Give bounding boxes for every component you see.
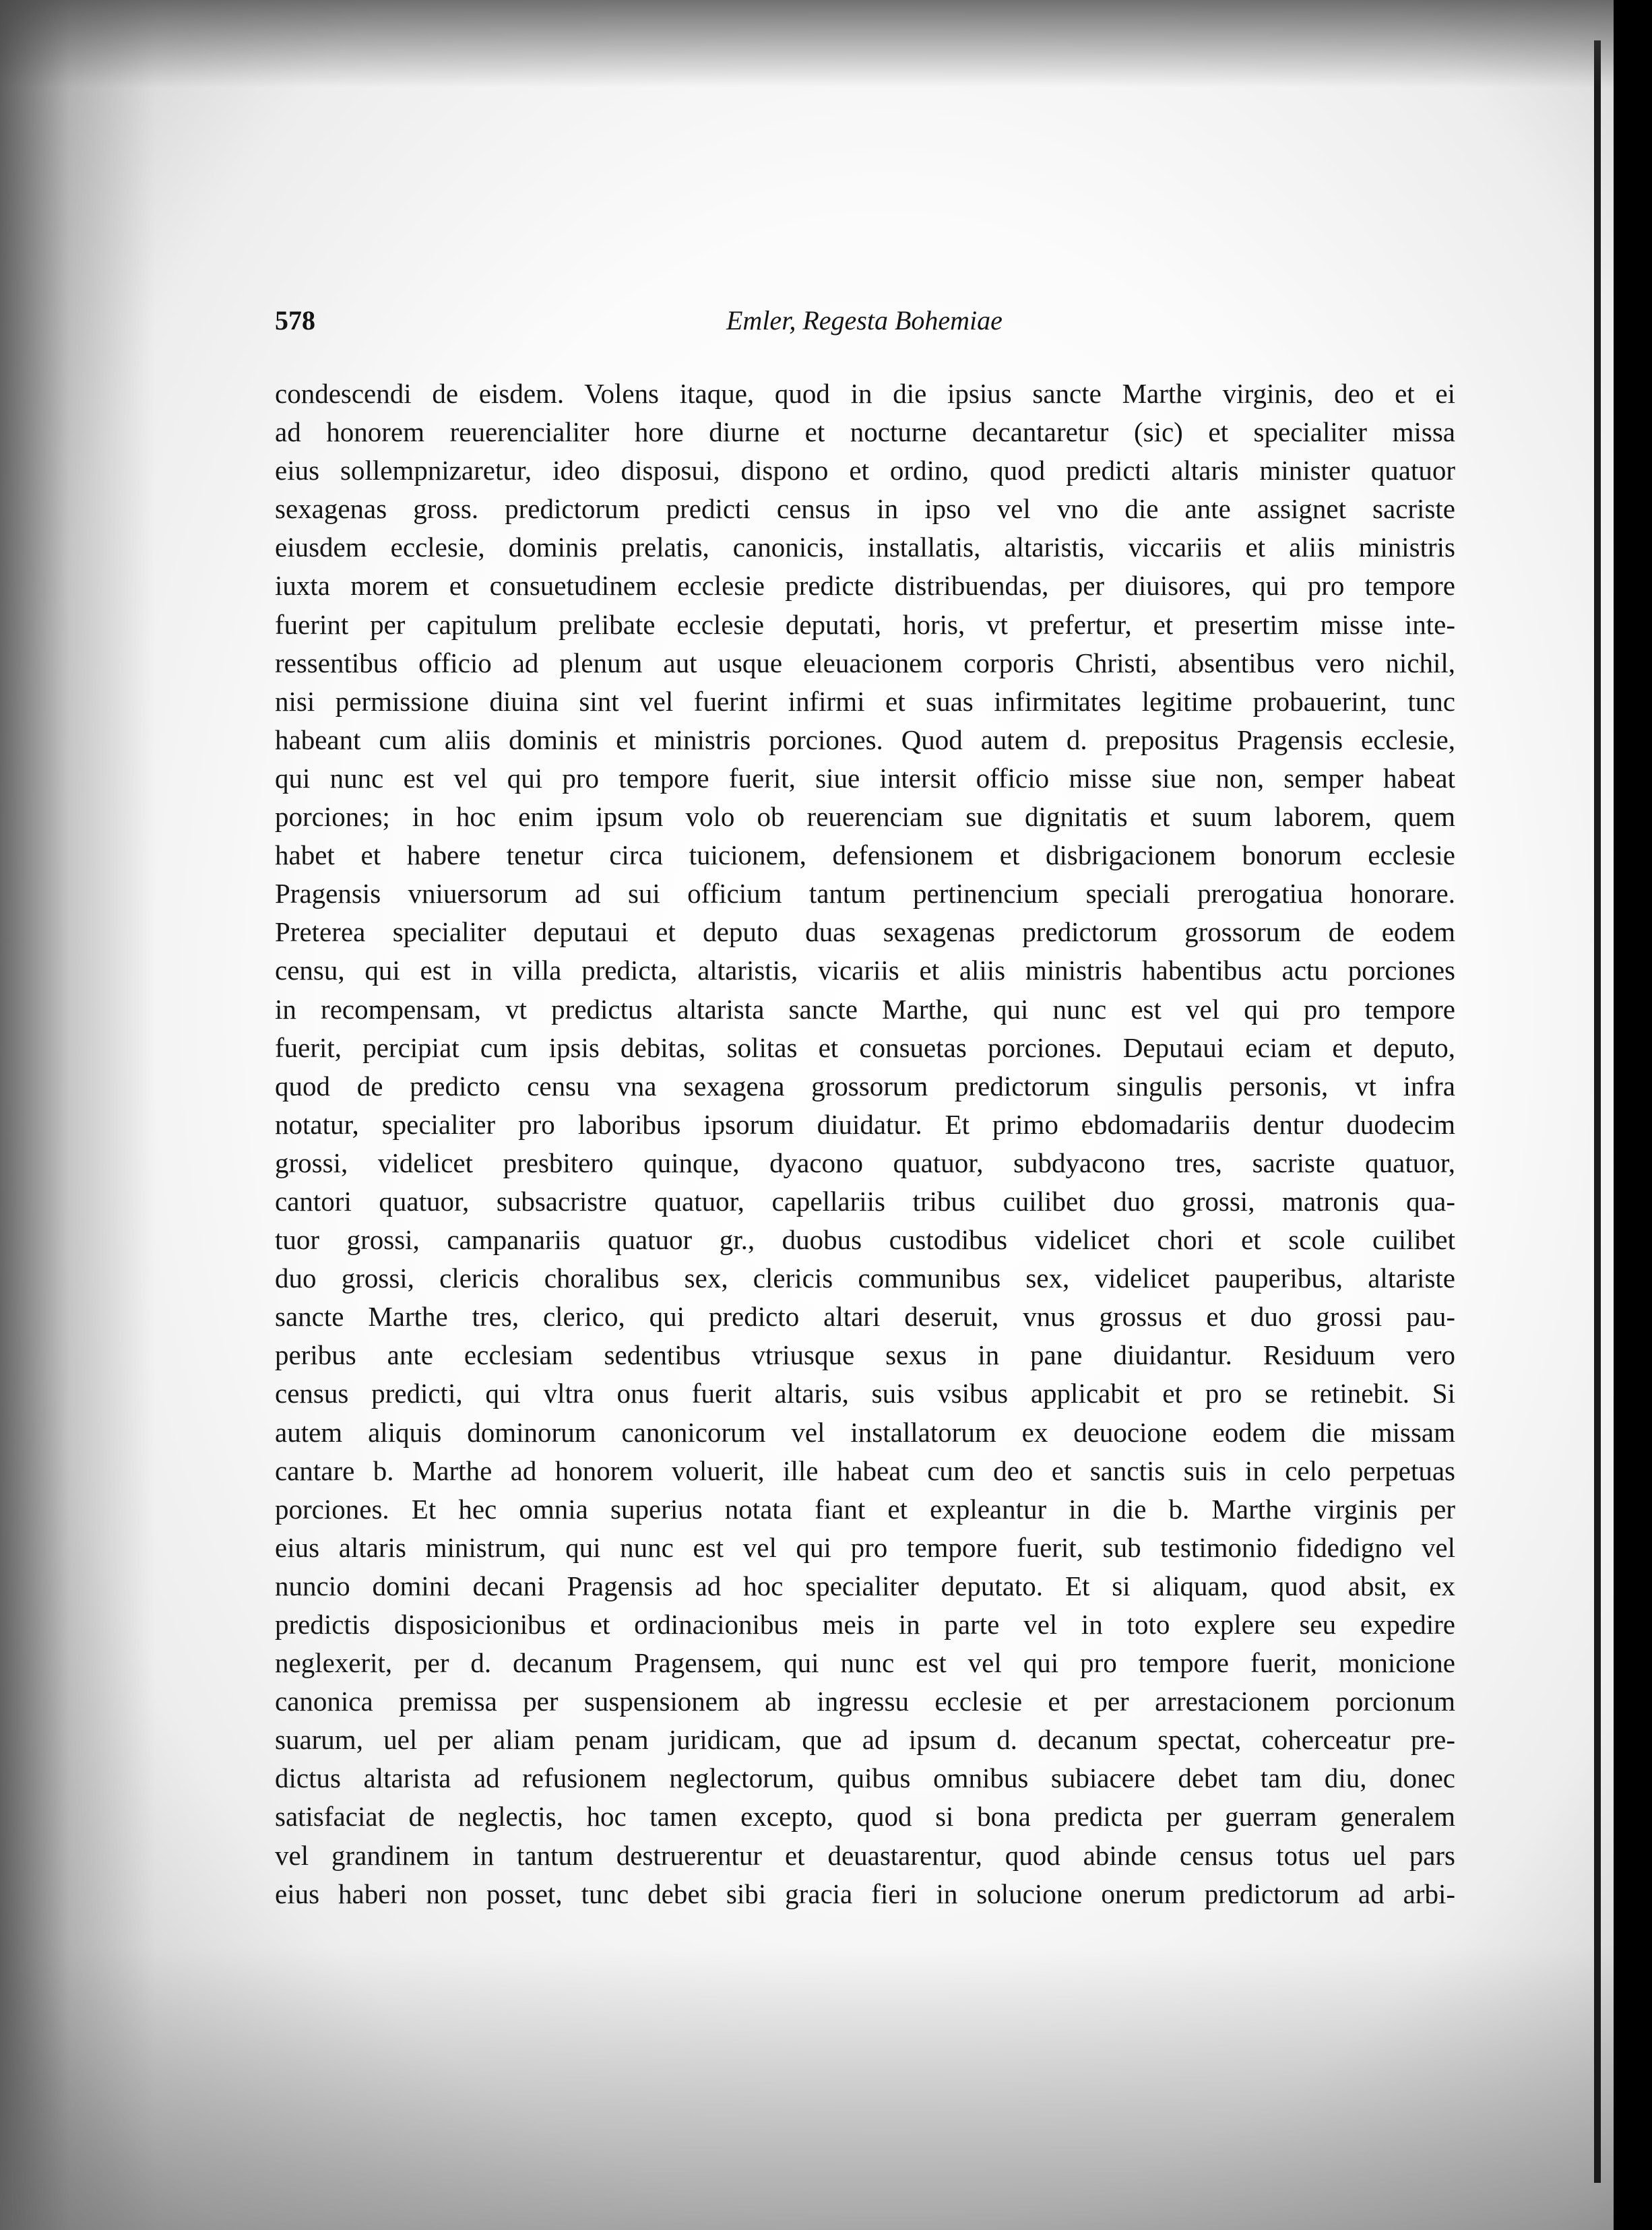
text-line: peribus ante ecclesiam sedentibus vtriusque sexus in pane diuidantur. Residuum vero — [275, 1339, 1455, 1371]
body-text — [275, 375, 1455, 1913]
text-line: qui nunc est vel qui pro tempore fuerit, siue intersit officio misse siue non, semper habeat — [275, 762, 1455, 794]
text-line: satisfaciat de neglectis, hoc tamen excepto, quod si bona predicta per guerram generalem — [275, 1801, 1455, 1833]
text-line: predictis disposicionibus et ordinacionibus meis in parte vel in toto explere seu expedire — [275, 1609, 1455, 1640]
text-line: porciones. Et hec omnia superius notata fiant et expleantur in die b. Marthe virginis per — [275, 1493, 1455, 1525]
text-line: eius altaris ministrum, qui nunc est vel qui pro tempore fuerit, sub testimonio fidedigno vel — [275, 1531, 1455, 1563]
text-line: in recompensam, vt predictus altarista sancte Marthe, qui nunc est vel qui pro tempore — [275, 993, 1455, 1025]
text-line: notatur, specialiter pro laboribus ipsorum diuidatur. Et primo ebdomadariis dentur duodecim — [275, 1108, 1455, 1140]
page-edge-rule — [1594, 40, 1601, 2183]
text-line: eius sollempnizaretur, ideo disposui, dispono et ordino, quod predicti altaris minister quatuor — [275, 455, 1455, 486]
text-line: habet et habere tenetur circa tuicionem, defensionem et disbrigacionem bonorum ecclesie — [275, 839, 1455, 871]
text-line: fuerint per capitulum prelibate ecclesie deputati, horis, vt prefertur, et presertim misse inte- — [275, 608, 1455, 640]
text-line: habeant cum aliis dominis et ministris porciones. Quod autem d. prepositus Pragensis ecclesie, — [275, 724, 1455, 755]
text-line: sancte Marthe tres, clerico, qui predicto altari deseruit, vnus grossus et duo grossi pau- — [275, 1301, 1455, 1333]
text-line: condescendi de eisdem. Volens itaque, quod in die ipsius sancte Marthe virginis, deo et ei — [275, 378, 1455, 409]
text-line: autem aliquis dominorum canonicorum vel installatorum ex deuocione eodem die missam — [275, 1416, 1455, 1448]
text-line: nisi permissione diuina sint vel fuerint infirmi et suas infirmitates legitime probauerint, tunc — [275, 685, 1455, 717]
text-line: ressentibus officio ad plenum aut usque eleuacionem corporis Christi, absentibus vero nichil, — [275, 647, 1455, 678]
running-title: Emler, Regesta Bohemiae — [726, 305, 1003, 336]
text-line: ad honorem reuerencialiter hore diurne et nocturne decantaretur (sic) et specialiter missa — [275, 416, 1455, 448]
text-line: iuxta morem et consuetudinem ecclesie predicte distribuendas, per diuisores, qui pro tempore — [275, 570, 1455, 602]
page-number: 578 — [275, 305, 315, 336]
text-line: vel grandinem in tantum destruerentur et deuastarentur, quod abinde census totus uel pars — [275, 1839, 1455, 1871]
text-line: sexagenas gross. predictorum predicti census in ipso vel vno die ante assignet sacriste — [275, 493, 1455, 525]
text-line: quod de predicto censu vna sexagena grossorum predictorum singulis personis, vt infra — [275, 1070, 1455, 1102]
page-shadow — [0, 1947, 1614, 2230]
text-line: cantare b. Marthe ad honorem voluerit, ille habeat cum deo et sanctis suis in celo perpetuas — [275, 1455, 1455, 1486]
text-line: census predicti, qui vltra onus fuerit altaris, suis vsibus applicabit et pro se retinebit. Si — [275, 1378, 1455, 1409]
text-line: grossi, videlicet presbitero quinque, dyacono quatuor, subdyacono tres, sacriste quatuor, — [275, 1147, 1455, 1178]
text-line: Preterea specialiter deputaui et deputo duas sexagenas predictorum grossorum de eodem — [275, 916, 1455, 948]
text-line: censu, qui est in villa predicta, altaristis, vicariis et aliis ministris habentibus actu porciones — [275, 955, 1455, 986]
scan-border — [1614, 0, 1652, 2230]
page-header — [275, 305, 1614, 345]
text-line: fuerit, percipiat cum ipsis debitas, solitas et consuetas porciones. Deputaui eciam et deputo, — [275, 1031, 1455, 1063]
text-line: duo grossi, clericis choralibus sex, clericis communibus sex, videlicet pauperibus, altariste — [275, 1263, 1455, 1294]
text-line: cantori quatuor, subsacristre quatuor, capellariis tribus cuilibet duo grossi, matronis qua- — [275, 1185, 1455, 1217]
text-line: tuor grossi, campanariis quatuor gr., duobus custodibus videlicet chori et scole cuilibet — [275, 1224, 1455, 1256]
text-line: porciones; in hoc enim ipsum volo ob reuerenciam sue dignitatis et suum laborem, quem — [275, 801, 1455, 833]
text-line: eiusdem ecclesie, dominis prelatis, canonicis, installatis, altaristis, viccariis et aliis ministris — [275, 532, 1455, 563]
text-line: eius haberi non posset, tunc debet sibi gracia fieri in solucione onerum predictorum ad arbi- — [275, 1878, 1455, 1909]
text-line: suarum, uel per aliam penam juridicam, que ad ipsum d. decanum spectat, coherceatur pre- — [275, 1724, 1455, 1756]
text-line: canonica premissa per suspensionem ab ingressu ecclesie et per arrestacionem porcionum — [275, 1686, 1455, 1717]
text-line: dictus altarista ad refusionem neglectorum, quibus omnibus subiacere debet tam diu, donec — [275, 1762, 1455, 1794]
text-line: Pragensis vniuersorum ad sui officium tantum pertinencium speciali prerogatiua honorare. — [275, 878, 1455, 910]
text-line: neglexerit, per d. decanum Pragensem, qui nunc est vel qui pro tempore fuerit, monicione — [275, 1647, 1455, 1679]
text-line: nuncio domini decani Pragensis ad hoc specialiter deputato. Et si aliquam, quod absit, ex — [275, 1570, 1455, 1601]
